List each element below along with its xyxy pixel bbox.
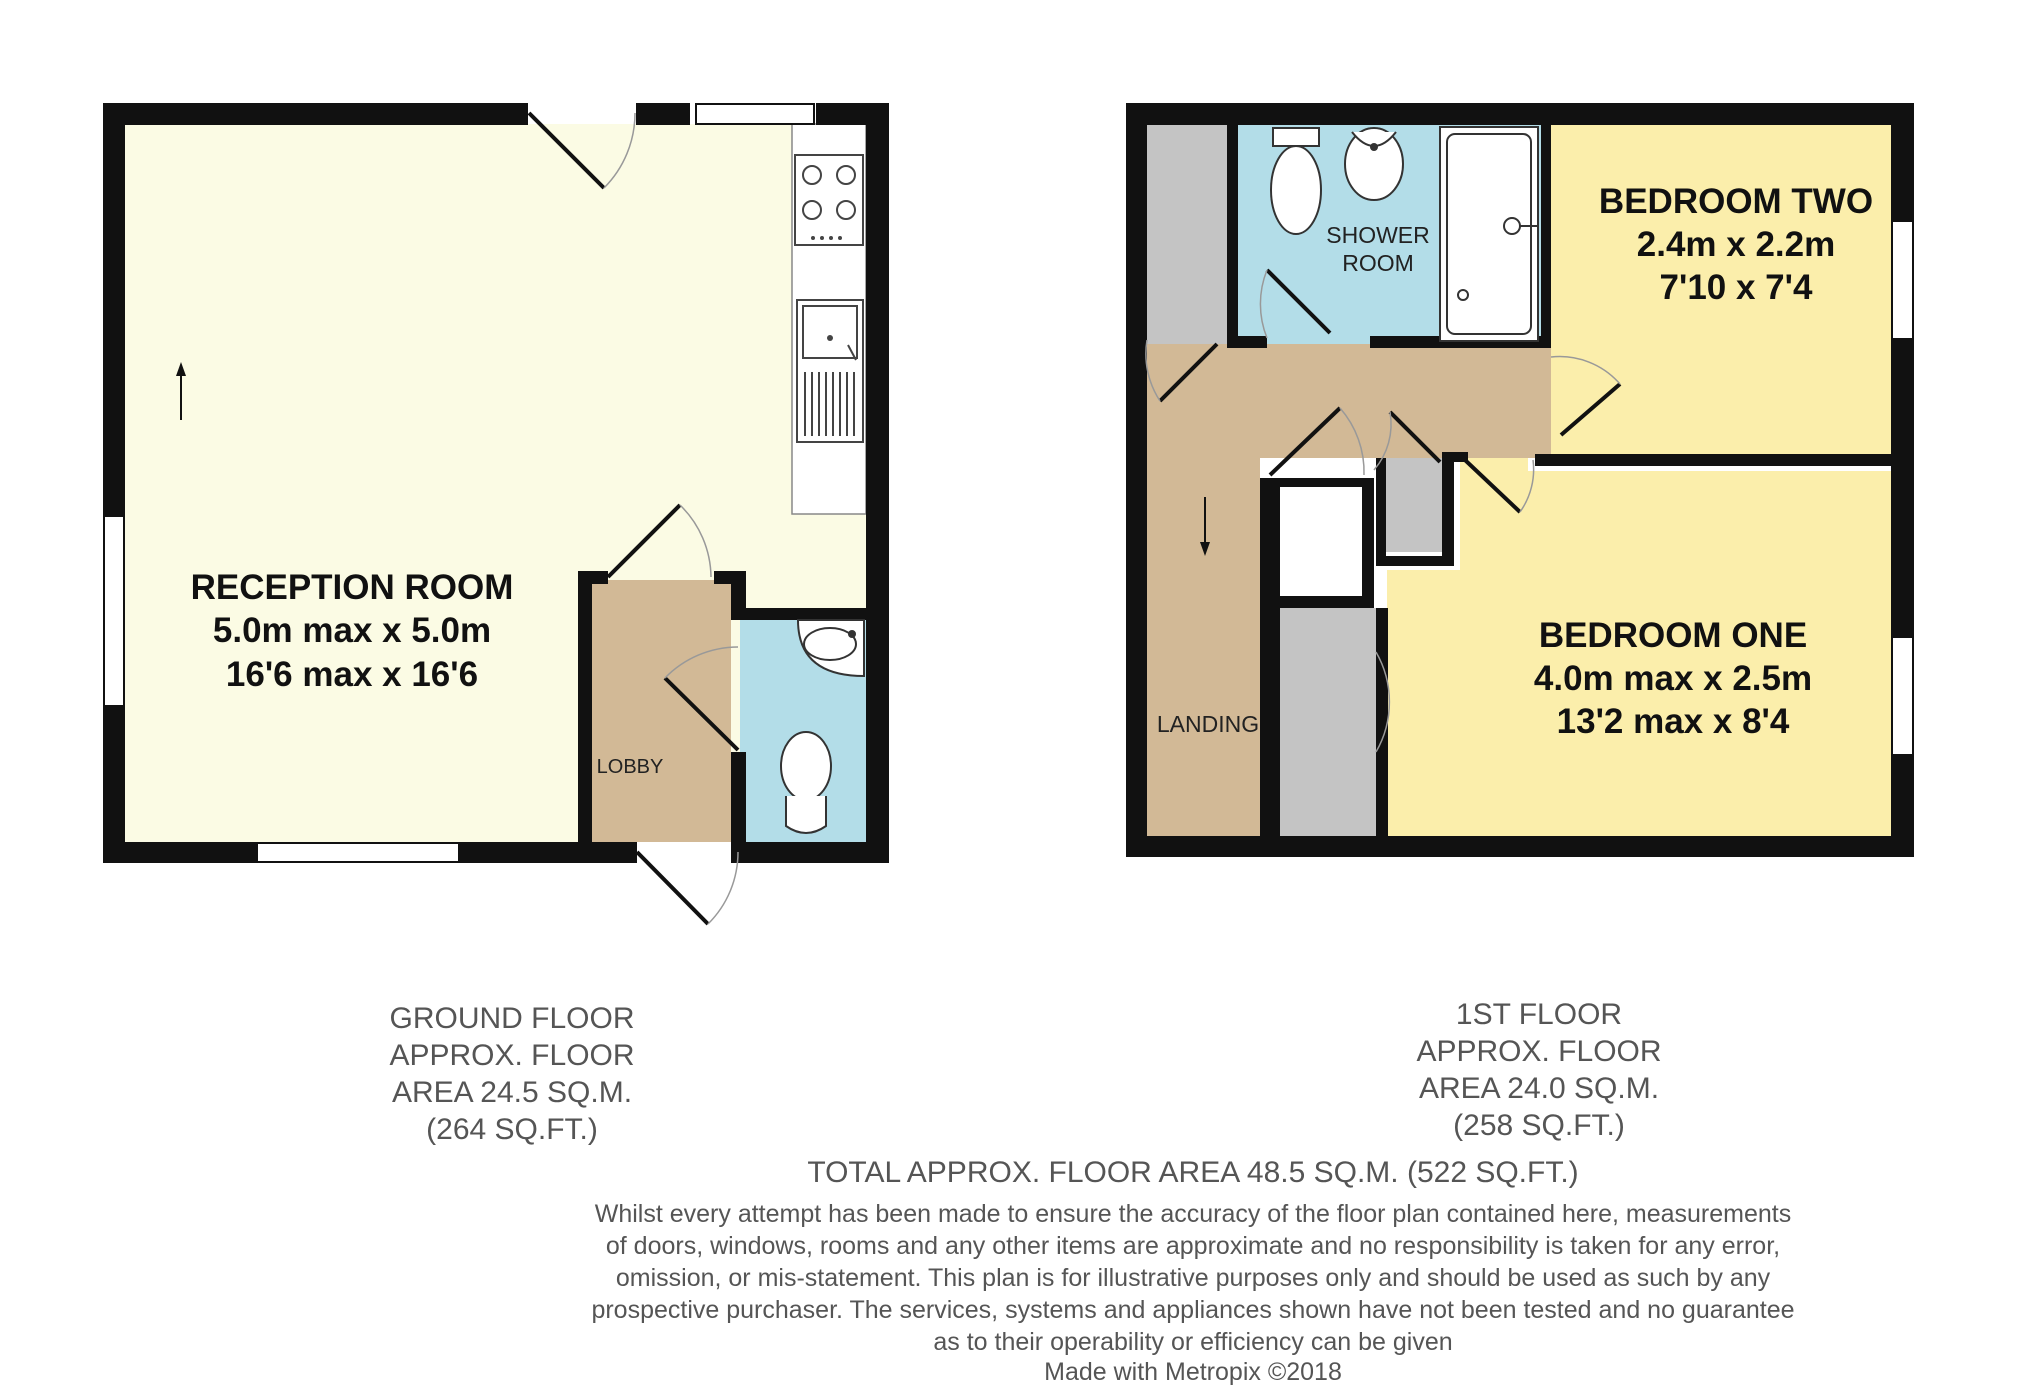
bedroom-two-metric: 2.4m x 2.2m [1636, 225, 1836, 264]
toilet-icon [781, 732, 831, 833]
hob-icon [795, 155, 863, 245]
bedroom-one-name: BEDROOM ONE [1538, 616, 1808, 655]
kitchen-sink-icon [797, 300, 863, 442]
first-floor-caption-line4: (258 SQ.FT.) [1453, 1109, 1625, 1142]
toilet-icon [1271, 128, 1321, 234]
airing-cupboard [1147, 124, 1227, 344]
bedroom-one-metric: 4.0m max x 2.5m [1533, 659, 1813, 698]
shower-room-label-line2: ROOM [1342, 250, 1414, 276]
lobby-label: LOBBY [596, 756, 664, 778]
ground-floor-caption [389, 1002, 634, 1146]
shower-room-label-line1: SHOWER [1326, 222, 1430, 248]
bedroom-two-name: BEDROOM TWO [1598, 182, 1874, 221]
reception-room-name: RECEPTION ROOM [190, 568, 514, 607]
first-floor-caption [1416, 998, 1661, 1142]
ground-floor-plan [103, 103, 889, 924]
first-floor-plan [1126, 103, 1914, 857]
ground-floor-caption-line4: (264 SQ.FT.) [426, 1113, 598, 1146]
ground-floor-caption-line2: APPROX. FLOOR [389, 1039, 635, 1072]
disclaimer-line: omission, or mis-statement. This plan is for illustrative purposes only and should be used as such by any [615, 1264, 1771, 1292]
total-area: TOTAL APPROX. FLOOR AREA 48.5 SQ.M. (522 SQ.FT.) [807, 1156, 1579, 1189]
disclaimer-line: of doors, windows, rooms and any other items are approximate and no responsibility is taken for any error, [605, 1232, 1781, 1260]
disclaimer-line: prospective purchaser. The services, systems and appliances shown have not been tested and no guarantee [591, 1296, 1795, 1324]
ground-floor-caption-line1: GROUND FLOOR [389, 1002, 635, 1035]
reception-room-metric: 5.0m max x 5.0m [212, 611, 492, 650]
credit: Made with Metropix ©2018 [1044, 1358, 1342, 1386]
landing-label: LANDING [1156, 711, 1260, 737]
first-floor-caption-line1: 1ST FLOOR [1455, 998, 1623, 1031]
first-floor-caption-line2: APPROX. FLOOR [1416, 1035, 1662, 1068]
reception-room-imperial: 16'6 max x 16'6 [225, 655, 479, 694]
basin-icon [1345, 128, 1403, 200]
shower-icon [1440, 127, 1538, 341]
disclaimer-line: as to their operability or efficiency can be given [933, 1328, 1453, 1356]
first-floor-caption-line3: AREA 24.0 SQ.M. [1418, 1072, 1660, 1105]
stair-cupboard [1384, 458, 1442, 552]
stair-cupboard-top [1280, 483, 1362, 588]
lobby-area [592, 580, 731, 842]
bedroom-two-imperial: 7'10 x 7'4 [1659, 268, 1813, 307]
ground-floor-caption-line3: AREA 24.5 SQ.M. [391, 1076, 633, 1109]
disclaimer [591, 1200, 1794, 1356]
bedroom-one-imperial: 13'2 max x 8'4 [1556, 702, 1790, 741]
stair-cupboard-lower [1280, 608, 1376, 836]
disclaimer-line: Whilst every attempt has been made to ensure the accuracy of the floor plan contained here, measurements [594, 1200, 1792, 1228]
door-swing-icon [637, 852, 738, 924]
